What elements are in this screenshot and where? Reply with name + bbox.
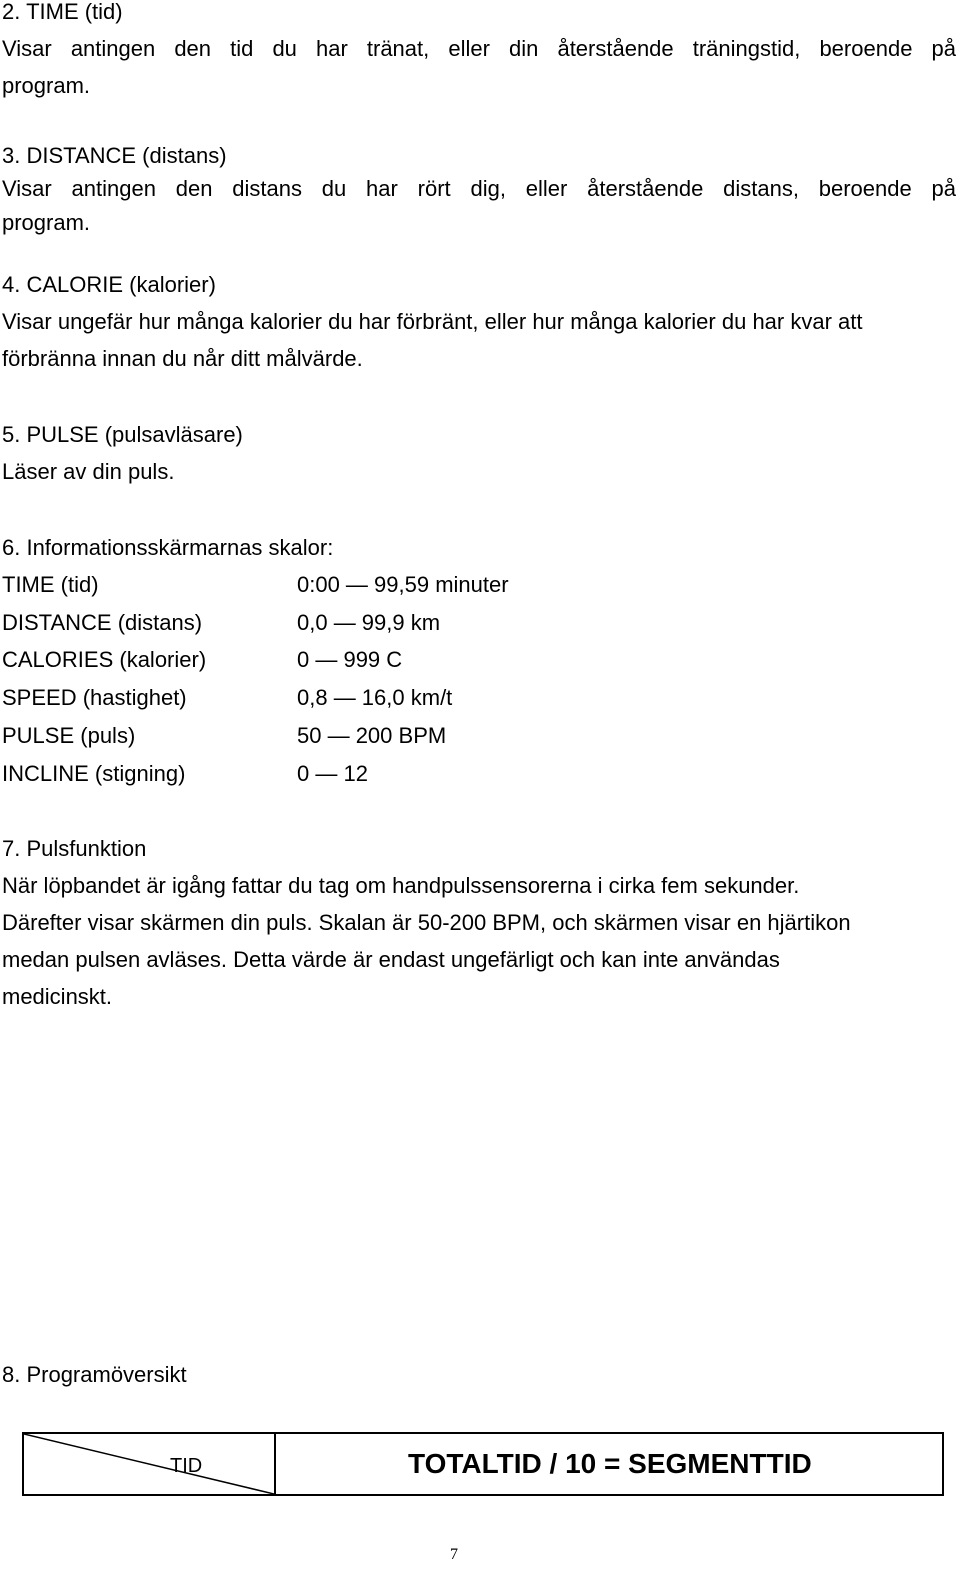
scale-label: SPEED (hastighet) — [2, 685, 187, 710]
table-header-cell — [276, 1434, 942, 1494]
scale-value: 50 — 200 BPM — [297, 723, 447, 748]
page-number: 7 — [450, 1546, 458, 1563]
table-header-label: TOTALTID / 10 = SEGMENTTID — [408, 1448, 812, 1479]
section-program — [2, 1356, 956, 1393]
section-scales — [2, 529, 956, 566]
scale-label: INCLINE (stigning) — [2, 761, 186, 786]
section-heading: 8. Programöversikt — [2, 1362, 187, 1387]
program-table — [22, 1432, 944, 1496]
paragraph-line: förbränna innan du når ditt målvärde. — [2, 346, 363, 371]
section-heading: 6. Informationsskärmarnas skalor: — [2, 535, 334, 560]
table-corner-cell — [24, 1434, 276, 1494]
section-heading: 7. Pulsfunktion — [2, 836, 147, 861]
section-heading: 4. CALORIE (kalorier) — [2, 272, 216, 297]
table-corner-label: TID — [170, 1455, 203, 1477]
paragraph-line: program. — [2, 73, 91, 98]
section-calorie — [2, 266, 956, 377]
scale-value: 0,8 — 16,0 km/t — [297, 685, 453, 710]
paragraph-line: Visar ungefär hur många kalorier du har förbränt, eller hur många kalorier du har kvar att — [2, 309, 863, 334]
scale-value: 0:00 — 99,59 minuter — [297, 572, 509, 597]
paragraph-line: Visar antingen den distans du har rört dig, eller återstående distans, beroende på — [2, 176, 956, 201]
paragraph-line: program. — [2, 210, 91, 235]
section-time — [2, 0, 956, 104]
section-heading: 3. DISTANCE (distans) — [2, 143, 227, 168]
paragraph-line: När löpbandet är igång fattar du tag om handpulssensorerna i cirka fem sekunder. — [2, 873, 800, 898]
section-pulse — [2, 416, 956, 490]
section-distance — [2, 137, 956, 241]
scale-label: PULSE (puls) — [2, 723, 136, 748]
paragraph-line: Därefter visar skärmen din puls. Skalan är 50-200 BPM, och skärmen visar en hjärtikon — [2, 910, 851, 935]
scale-label: DISTANCE (distans) — [2, 610, 203, 635]
section-heading: 5. PULSE (pulsavläsare) — [2, 422, 243, 447]
paragraph-line: medicinskt. — [2, 984, 113, 1009]
scale-value: 0,0 — 99,9 km — [297, 610, 441, 635]
paragraph-line: Visar antingen den tid du har tränat, eller din återstående träningstid, beroende på — [2, 36, 956, 61]
section-heading: 2. TIME (tid) — [2, 0, 123, 24]
section-pulse-function — [2, 830, 956, 1015]
scale-value: 0 — 999 C — [297, 647, 403, 672]
scale-label: TIME (tid) — [2, 572, 99, 597]
paragraph-line: Läser av din puls. — [2, 459, 175, 484]
paragraph-line: medan pulsen avläses. Detta värde är endast ungefärligt och kan inte användas — [2, 947, 780, 972]
scale-label: CALORIES (kalorier) — [2, 647, 207, 672]
scale-value: 0 — 12 — [297, 761, 368, 786]
diagonal-line — [24, 1434, 274, 1494]
